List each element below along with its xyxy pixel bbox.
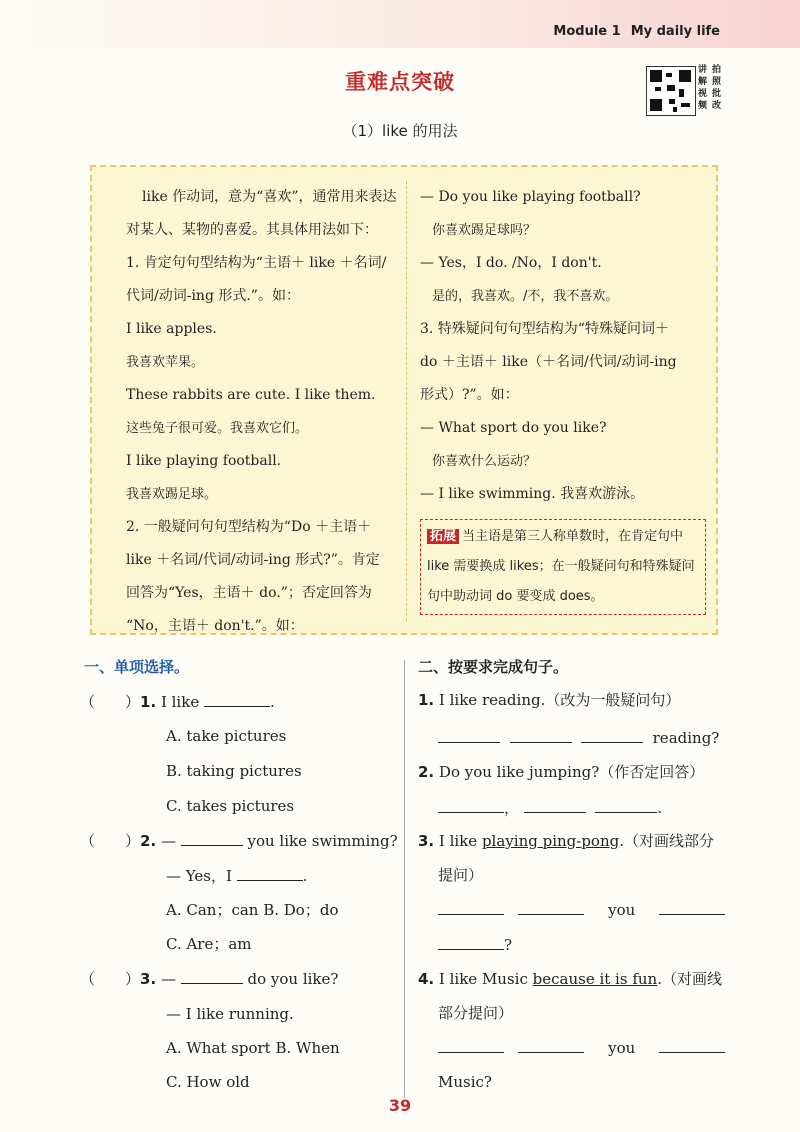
note-translation: 是的，我喜欢。/不，我不喜欢。 bbox=[432, 289, 619, 304]
page-title: 重难点突破 bbox=[345, 70, 455, 94]
box-divider bbox=[406, 181, 407, 621]
note-example: I like apples. bbox=[126, 321, 217, 337]
answer-blank[interactable] bbox=[438, 798, 504, 813]
answer-blank[interactable] bbox=[581, 728, 643, 743]
note-example: — I like swimming. 我喜欢游泳。 bbox=[420, 486, 645, 502]
note-translation: 我喜欢苹果。 bbox=[126, 355, 205, 370]
qr-code[interactable] bbox=[646, 66, 696, 116]
note-example: — Yes，I do. /No，I don't. bbox=[420, 255, 602, 271]
task-1-answer: reading? bbox=[438, 728, 719, 748]
extension-text: 当主语是第三人称单数时，在肯定句中 like 需要换成 likes；在一般疑问句和特殊疑问句中助动词 do 要变成 does。 bbox=[427, 529, 695, 604]
option-c: C. takes pictures bbox=[166, 797, 295, 815]
question-2-reply: — Yes，I . bbox=[166, 867, 308, 885]
note-example: — Do you like playing football? bbox=[420, 189, 641, 205]
note-line: 2. 一般疑问句句型结构为“Do ＋主语＋ bbox=[126, 519, 372, 535]
answer-blank[interactable] bbox=[181, 831, 243, 846]
answer-blank[interactable] bbox=[510, 728, 572, 743]
answer-blank[interactable] bbox=[438, 728, 500, 743]
note-line: do ＋主语＋ like（＋名词/代词/动词-ing bbox=[420, 354, 677, 370]
note-line: 回答为“Yes，主语＋ do.”；否定回答为 bbox=[126, 585, 372, 601]
answer-bracket[interactable]: （ ） bbox=[80, 970, 141, 988]
note-line: 形式）?”。如： bbox=[420, 387, 519, 403]
answer-blank[interactable] bbox=[518, 900, 584, 915]
note-translation: 你喜欢踢足球吗？ bbox=[432, 223, 537, 238]
task-4-line2: 部分提问） bbox=[438, 1004, 514, 1022]
option-b: B. taking pictures bbox=[166, 762, 302, 780]
note-example: I like playing football. bbox=[126, 453, 282, 469]
answer-blank[interactable] bbox=[438, 1038, 504, 1053]
answer-blank[interactable] bbox=[204, 692, 270, 707]
question-3-reply: — I like running. bbox=[166, 1005, 294, 1023]
answer-blank[interactable] bbox=[595, 798, 657, 813]
module-label: Module 1 bbox=[553, 24, 621, 39]
task-4-answer: you bbox=[438, 1038, 725, 1058]
task-3: 3. I like playing ping-pong.（对画线部分 bbox=[418, 832, 715, 850]
note-line: 1. 肯定句句型结构为“主语＋ like ＋名词/ bbox=[126, 255, 387, 271]
note-translation: 你喜欢什么运动？ bbox=[432, 454, 537, 469]
task-3-answer-end: ? bbox=[438, 935, 512, 955]
question-1: （ ）1. I like . bbox=[80, 693, 275, 711]
task-2: 2. Do you like jumping?（作否定回答） bbox=[418, 763, 705, 781]
section-heading-complete: 二、按要求完成句子。 bbox=[418, 658, 569, 676]
qr-caption: 讲 拍 解 照 视 批 频 改 bbox=[698, 65, 722, 111]
note-translation: 我喜欢踢足球。 bbox=[126, 487, 218, 502]
section-subtitle: （1）like 的用法 bbox=[342, 122, 458, 140]
task-4: 4. I like Music because it is fun.（对画线 bbox=[418, 970, 722, 988]
question-3: （ ）3. — do you like? bbox=[80, 970, 339, 988]
task-4-answer-end: Music? bbox=[438, 1073, 492, 1091]
grammar-note-box bbox=[90, 165, 718, 635]
option-ab: A. What sport B. When bbox=[166, 1039, 340, 1057]
answer-blank[interactable] bbox=[438, 935, 504, 950]
column-divider bbox=[404, 660, 405, 1098]
note-line: 对某人、某物的喜爱。其具体用法如下： bbox=[126, 222, 378, 238]
extension-note bbox=[420, 519, 706, 615]
answer-blank[interactable] bbox=[237, 866, 303, 881]
option-ab: A. Can；can B. Do；do bbox=[166, 901, 339, 919]
option-c: C. Are；am bbox=[166, 935, 252, 953]
task-2-answer: ， . bbox=[438, 798, 662, 818]
note-line: 代词/动词-ing 形式.”。如： bbox=[126, 288, 300, 304]
module-topic: My daily life bbox=[630, 24, 720, 39]
answer-bracket[interactable]: （ ） bbox=[80, 693, 141, 711]
answer-blank[interactable] bbox=[181, 969, 243, 984]
task-3-answer: you bbox=[438, 900, 725, 920]
section-heading-choice: 一、单项选择。 bbox=[84, 658, 190, 676]
task-3-line2: 提问） bbox=[438, 866, 484, 884]
note-right-column bbox=[420, 181, 706, 615]
note-left-column bbox=[126, 181, 402, 643]
note-line: “No，主语＋ don't.”。如： bbox=[126, 618, 304, 634]
task-1: 1. I like reading.（改为一般疑问句） bbox=[418, 691, 681, 709]
answer-blank[interactable] bbox=[438, 900, 504, 915]
note-line: 3. 特殊疑问句句型结构为“特殊疑问词＋ bbox=[420, 321, 669, 337]
answer-bracket[interactable]: （ ） bbox=[80, 832, 141, 850]
page-number: 39 bbox=[388, 1096, 412, 1115]
option-c: C. How old bbox=[166, 1073, 250, 1091]
answer-blank[interactable] bbox=[659, 900, 725, 915]
question-2: （ ）2. — you like swimming? bbox=[80, 832, 398, 850]
answer-blank[interactable] bbox=[659, 1038, 725, 1053]
note-translation: 这些兔子很可爱。我喜欢它们。 bbox=[126, 421, 309, 436]
extension-label: 拓展 bbox=[427, 529, 459, 544]
option-a: A. take pictures bbox=[166, 727, 287, 745]
note-example: — What sport do you like? bbox=[420, 420, 607, 436]
note-line: like 作动词，意为“喜欢”，通常用来表达 bbox=[142, 189, 397, 205]
note-example: These rabbits are cute. I like them. bbox=[126, 387, 376, 403]
running-header bbox=[553, 24, 720, 39]
note-line: like ＋名词/代词/动词-ing 形式?”。肯定 bbox=[126, 552, 380, 568]
answer-blank[interactable] bbox=[524, 798, 586, 813]
answer-blank[interactable] bbox=[518, 1038, 584, 1053]
